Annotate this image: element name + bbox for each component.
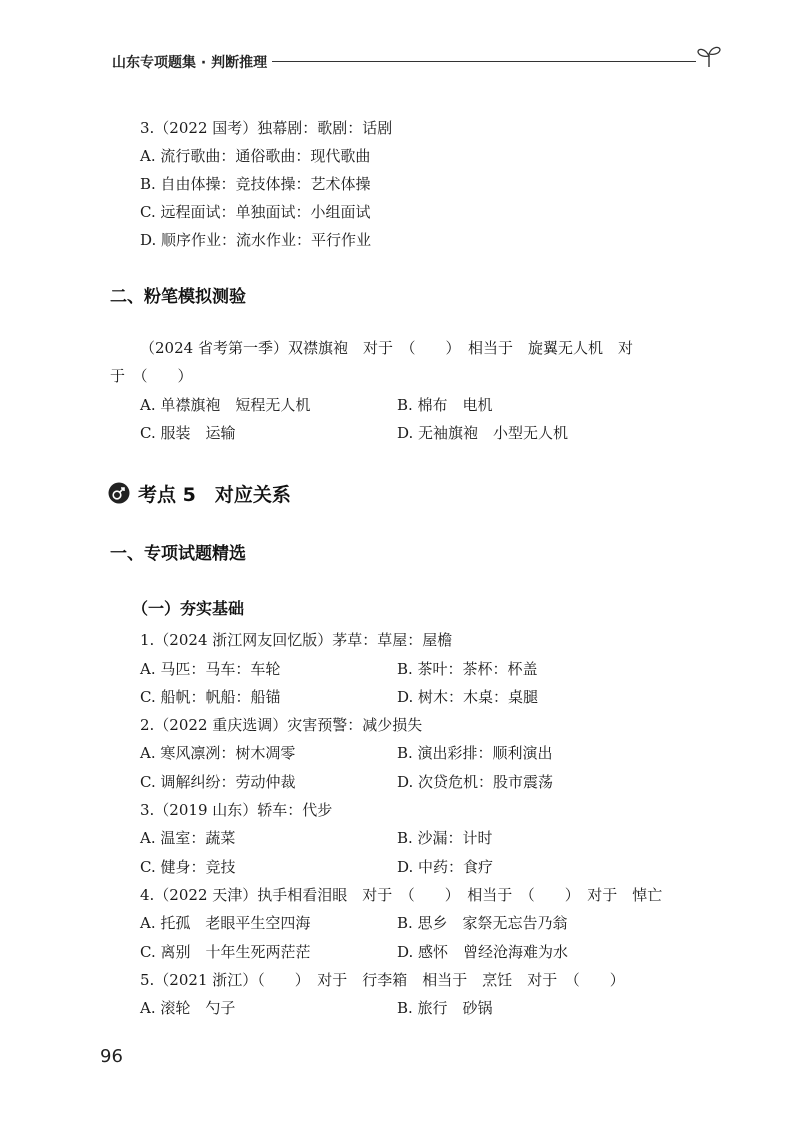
option-a: A. 滚轮 勺子 bbox=[140, 999, 236, 1017]
sprout-icon bbox=[696, 44, 722, 68]
kaodian-badge-icon bbox=[108, 482, 130, 504]
section-heading: 二、粉笔模拟测验 bbox=[110, 287, 246, 307]
option-a: A. 寒风凛冽：树木凋零 bbox=[140, 744, 296, 762]
option-c: C. 船帆：帆船：船锚 bbox=[140, 688, 281, 706]
option-d: D. 树木：木桌：桌腿 bbox=[397, 688, 539, 706]
option-c: C. 远程面试：单独面试：小组面试 bbox=[140, 203, 371, 221]
option-b: B. 自由体操：竞技体操：艺术体操 bbox=[140, 175, 371, 193]
question-stem: 1.（2024 浙江网友回忆版）茅草：草屋：屋檐 bbox=[140, 631, 453, 649]
page-number: 96 bbox=[100, 1046, 123, 1067]
option-b: B. 思乡 家祭无忘告乃翁 bbox=[397, 914, 568, 932]
question-stem: （2024 省考第一季）双襟旗袍 对于 （ ） 相当于 旋翼无人机 对 bbox=[140, 339, 633, 357]
question-stem: 4.（2022 天津）执手相看泪眼 对于 （ ） 相当于 （ ） 对于 悼亡 bbox=[140, 886, 663, 904]
question-stem: 5.（2021 浙江）（ ） 对于 行李箱 相当于 烹饪 对于 （ ） bbox=[140, 971, 625, 989]
option-d: D. 无袖旗袍 小型无人机 bbox=[397, 424, 569, 442]
question-stem: 3.（2019 山东）轿车：代步 bbox=[140, 801, 333, 819]
option-a: A. 托孤 老眼平生空四海 bbox=[140, 914, 311, 932]
option-b: B. 茶叶：茶杯：杯盖 bbox=[397, 660, 538, 678]
question-stem-continued: 于 （ ） bbox=[110, 367, 193, 385]
question-stem: 2.（2022 重庆选调）灾害预警：减少损失 bbox=[140, 716, 423, 734]
option-c: C. 服装 运输 bbox=[140, 424, 236, 442]
option-a: A. 单襟旗袍 短程无人机 bbox=[140, 396, 311, 414]
option-d: D. 中药：食疗 bbox=[397, 858, 494, 876]
subsection-heading: （一）夯实基础 bbox=[132, 599, 245, 618]
running-header bbox=[112, 44, 722, 74]
option-b: B. 旅行 砂锅 bbox=[397, 999, 493, 1017]
option-d: D. 顺序作业：流水作业：平行作业 bbox=[140, 231, 372, 249]
option-c: C. 调解纠纷：劳动仲裁 bbox=[140, 773, 296, 791]
header-title: 山东专项题集 · 判断推理 bbox=[112, 55, 268, 71]
option-a: A. 马匹：马车：车轮 bbox=[140, 660, 281, 678]
section-heading: 一、专项试题精选 bbox=[110, 544, 246, 564]
option-b: B. 演出彩排：顺利演出 bbox=[397, 744, 553, 762]
option-a: A. 温室：蔬菜 bbox=[140, 829, 236, 847]
option-c: C. 离别 十年生死两茫茫 bbox=[140, 943, 311, 961]
header-rule bbox=[272, 61, 696, 62]
option-b: B. 沙漏：计时 bbox=[397, 829, 493, 847]
question-stem: 3.（2022 国考）独幕剧：歌剧：话剧 bbox=[140, 119, 393, 137]
option-b: B. 棉布 电机 bbox=[397, 396, 493, 414]
option-c: C. 健身：竞技 bbox=[140, 858, 236, 876]
option-d: D. 次贷危机：股市震荡 bbox=[397, 773, 554, 791]
option-a: A. 流行歌曲：通俗歌曲：现代歌曲 bbox=[140, 147, 371, 165]
kaodian-title: 考点 5 对应关系 bbox=[138, 484, 291, 506]
option-d: D. 感怀 曾经沧海难为水 bbox=[397, 943, 569, 961]
